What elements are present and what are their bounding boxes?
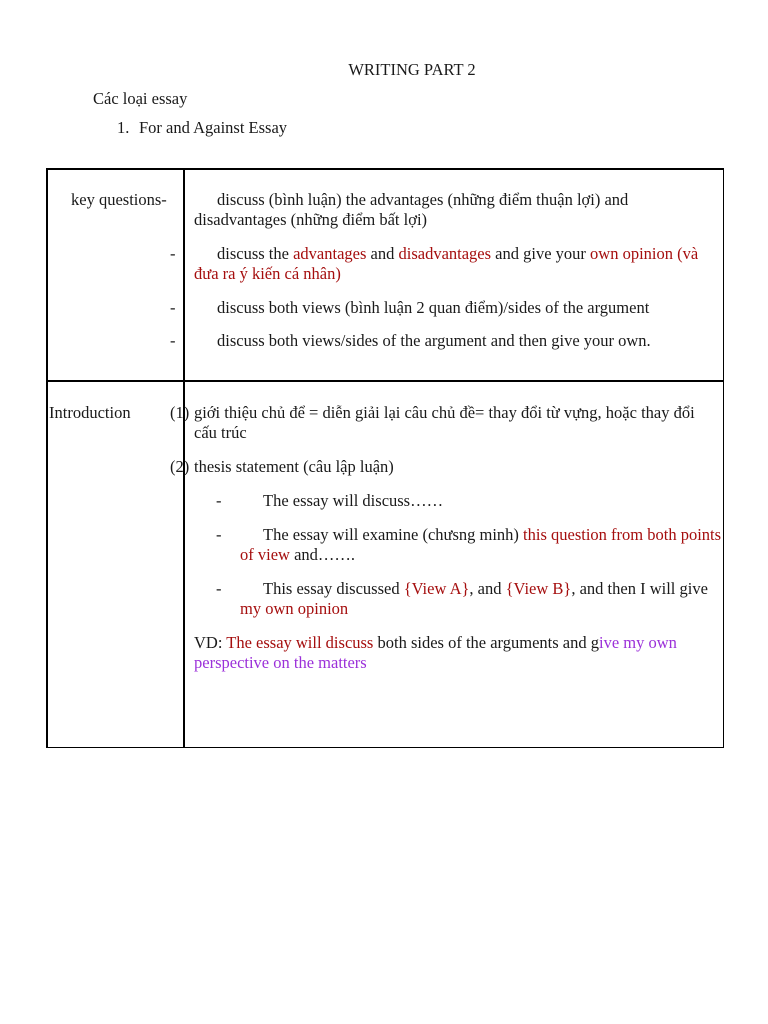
key-question-1: discuss (bình luận) the advantages (những điểm thuận lợi) and disadvantages (những điểm bất lợi): [194, 190, 629, 229]
introduction-label: Introduction: [49, 403, 131, 422]
intro-point-2-marker: (2): [170, 457, 190, 476]
intro-bullet-1-dash: -: [216, 491, 222, 510]
table-border-top: [46, 168, 724, 170]
key-questions-label: key questions-: [71, 190, 167, 209]
list-item-number: 1.: [117, 118, 130, 137]
intro-bullet-2: The essay will examine (chưsng minh) this question from both points of view and…….: [240, 525, 722, 564]
key-question-4: discuss both views/sides of the argument and then give your own.: [217, 331, 651, 350]
intro-point-1-marker: (1): [170, 403, 190, 422]
intro-point-2: thesis statement (câu lập luận): [194, 457, 394, 476]
key-question-3-dash: -: [170, 298, 176, 317]
table-row-divider: [46, 380, 724, 382]
key-question-2-dash: -: [170, 244, 176, 263]
intro-bullet-3-dash: -: [216, 579, 222, 598]
intro-example: VD: The essay will discuss both sides of the arguments and give my own perspective on the matters: [194, 633, 677, 672]
intro-bullet-1: The essay will discuss……: [263, 491, 444, 510]
list-item-text: For and Against Essay: [139, 118, 288, 137]
table-border-bottom: [46, 747, 724, 749]
key-question-2: discuss the advantages and disadvantages and give your own opinion (và đưa ra ý kiến cá nhân): [194, 244, 699, 283]
intro-bullet-2-dash: -: [216, 525, 222, 544]
table-border-left: [46, 168, 48, 748]
key-question-3: discuss both views (bình luận 2 quan điểm)/sides of the argument: [217, 298, 650, 317]
list-item-for-against: [117, 118, 287, 138]
intro-bullet-3: This essay discussed {View A}, and {View B}, and then I will give my own opinion: [240, 579, 708, 618]
document-title: WRITING PART 2: [348, 60, 476, 79]
intro-point-1: giới thiệu chủ để = diễn giải lại câu chủ đề= thay đổi từ vựng, hoặc thay đổi cấu trúc: [194, 403, 695, 442]
key-question-4-dash: -: [170, 331, 176, 350]
essay-types-heading: Các loại essay: [93, 89, 188, 108]
